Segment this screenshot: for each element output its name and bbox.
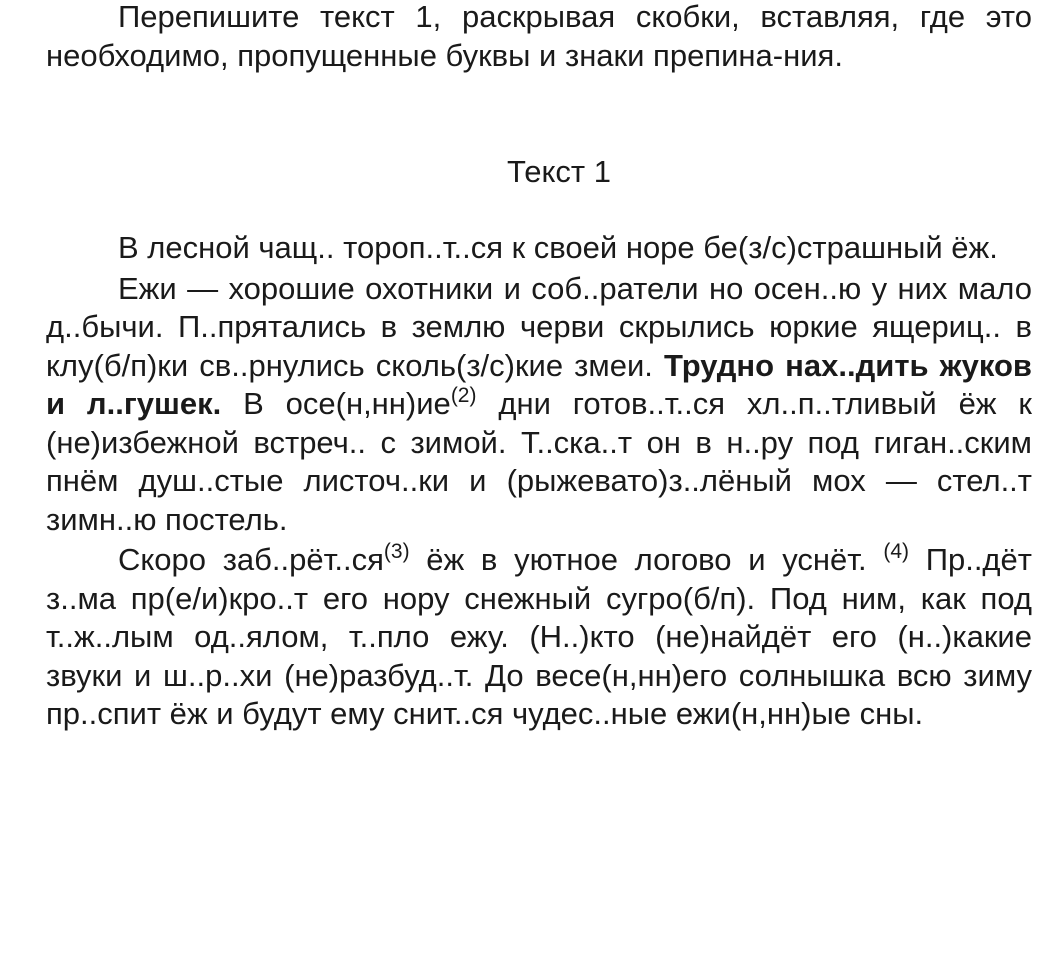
paragraph-1 [46,229,1032,268]
footnote-mark-2: (2) [450,384,477,407]
paragraph-2-text-b: В осе(н,нн)ие [243,386,451,421]
footnote-mark-3: (3) [383,540,410,563]
paragraph-3-text-c: Пр..дёт з..ма пр(е/и)кро..т его нору снежный сугро(б/п). Под ним, как под т..ж..лым од..ялом, т..пло ежу. (Н..)кто (не)найдёт его (н..)какие звуки и ш..р..хи (не)разбуд..т. До весе(н,нн)его солнышка всю зиму пр..спит ёж и будут ему снит..ся чудес..ные ежи(н,нн)ые сны. [46,542,1032,731]
paragraph-2 [46,270,1032,540]
paragraph-2-text-c: дни готов..т..ся хл..п..тливый ёж к (не)избежной встреч.. с зимой. Т..ска..т он в н..ру под гиган..ским пнём душ..стые листоч..ки и (рыжевато)з..лёный мох — стел..т зимн..ю постель. [46,386,1032,537]
paragraph-3-text-b: ёж в уютное логово и уснёт. [426,542,867,577]
paragraph-1-text: В лесной чащ.. тороп..т..ся к своей норе бе(з/с)страшный ёж. [118,230,998,265]
footnote-mark-4: (4) [883,540,909,563]
text-title: Текст 1 [507,154,611,189]
task-instruction [46,0,1032,75]
bold-sentence: Трудно нах..дить жуков и л..гушек. [46,347,1032,421]
task-text: Перепишите текст 1, раскрывая скобки, вставляя, где это необходимо, пропущенные буквы и знаки препина-ния. [46,0,1032,73]
paragraph-3 [46,541,1032,734]
paragraph-2-text-a: Ежи — хорошие охотники и соб..ратели но осен..ю у них мало д..бычи. П..прятались в землю черви скрылись юркие ящериц.. в клу(б/п)ки св..рнулись сколь(з/с)кие змеи. [46,270,1032,383]
paragraph-3-text-a: Скоро заб..рёт..ся [118,542,384,577]
